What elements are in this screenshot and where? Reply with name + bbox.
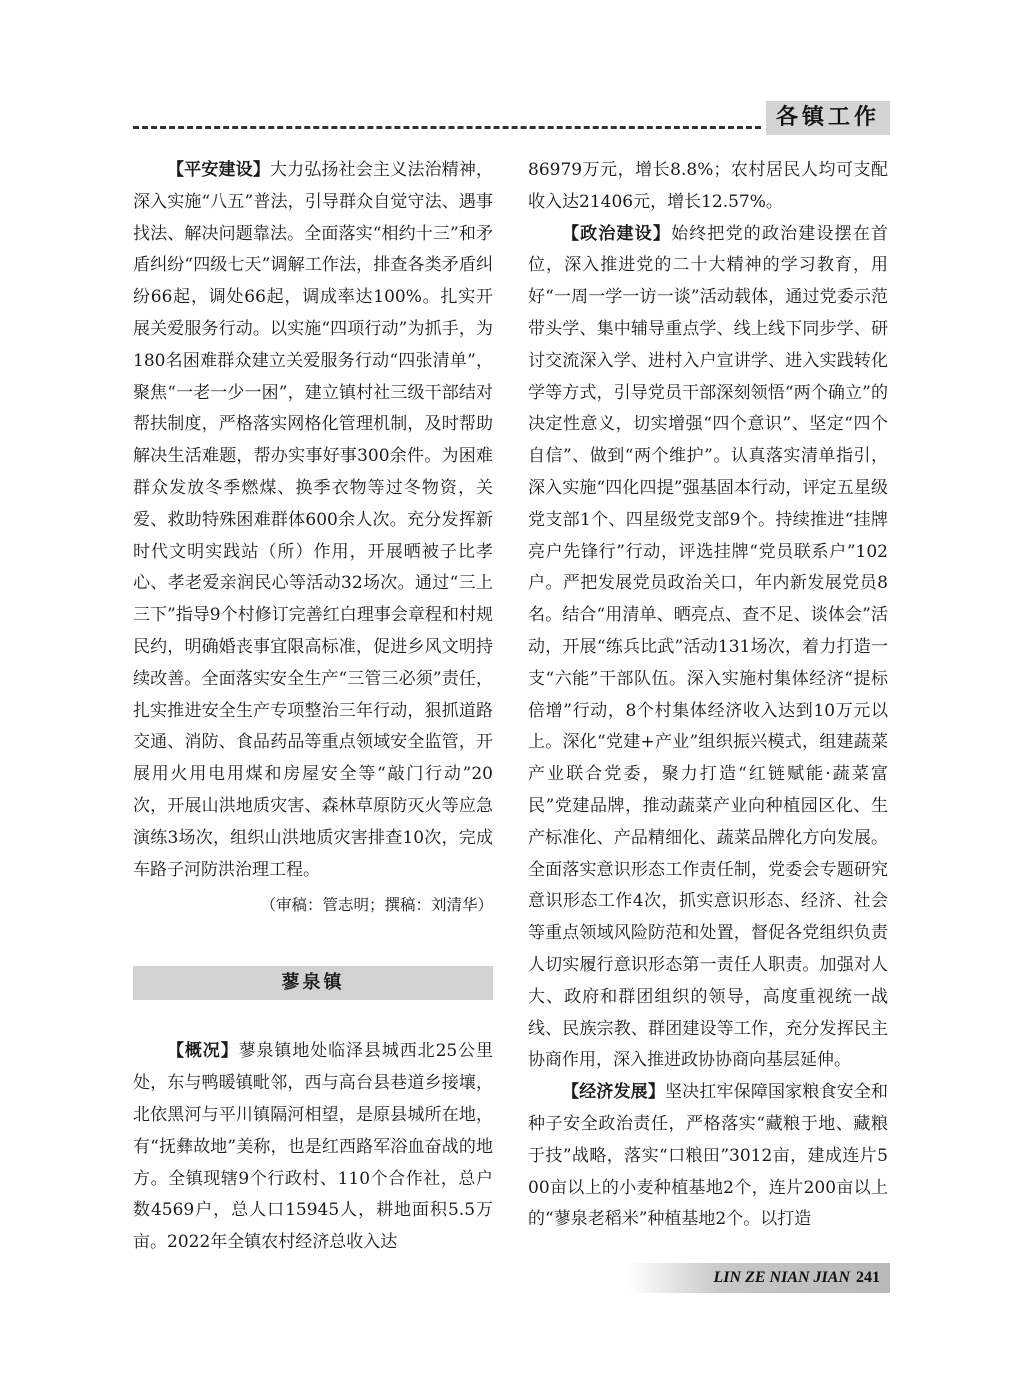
- paragraph-economic-development: [528, 1077, 888, 1236]
- left-column: [133, 155, 493, 1259]
- paragraph-body: 始终把党的政治建设摆在首位，深入推进党的二十大精神的学习教育，用好“一周一学一访一谈”活动载体，通过党委示范带头学、集中辅导重点学、线上线下同步学、研讨交流深入学、进村入户宣讲学、进入实践转化学等方式，引导党员干部深刻领悟“两个确立”的决定性意义，切实增强“四个意识”、坚定“四个自信”、做到“两个维护”。认真落实清单指引，深入实施“四化四提”强基固本行动，评定五星级党支部1个、四星级党支部9个。持续推进“挂牌亮户先锋行”行动，评选挂牌“党员联系户”102户。严把发展党员政治关口，年内新发展党员8名。结合“用清单、晒亮点、查不足、谈体会”活动，开展“练兵比武”活动131场次，着力打造一支“六能”干部队伍。深入实施村集体经济“提标倍增”行动，8个村集体经济收入达到10万元以上。深化“党建+产业”组织振兴模式，组建蔬菜产业联合党委，聚力打造“红链赋能·蔬菜富民”党建品牌，推动蔬菜产业向种植园区化、生产标准化、产品精细化、蔬菜品牌化方向发展。全面落实意识形态工作责任制，党委会专题研究意识形态工作4次，抓实意识形态、经济、社会等重点领域风险防范和处置，督促各党组织负责人切实履行意识形态第一责任人职责。加强对人大、政府和群团组织的领导，高度重视统一战线、民族宗教、群团建设等工作，充分发挥民主协商作用，深入推进政协协商向基层延伸。: [528, 223, 889, 1071]
- paragraph-safety-construction: [133, 155, 493, 886]
- paragraph-heading: 【概况】: [167, 1041, 239, 1062]
- paragraph-political-construction: [528, 219, 888, 1078]
- paragraph-overview-continued: 86979万元，增长8.8%；农村居民人均可支配收入达21406元，增长12.57%。: [528, 160, 888, 212]
- paragraph-overview: [133, 1036, 493, 1259]
- paragraph-heading: 【平安建设】: [167, 160, 270, 180]
- editor-credit: （审稿：管志明；撰稿：刘清华）: [260, 896, 493, 915]
- section-tag: 各镇工作: [766, 101, 890, 135]
- paragraph-body: 蓼泉镇地处临泽县城西北25公里处，东与鸭暖镇毗邻，西与高台县巷道乡接壤，北依黑河与平川镇隔河相望，是原县城所在地，有“抚彝故地”美称，也是红西路军浴血奋战的地方。全镇现辖9个行政村、110个合作社，总户数4569户，总人口15945人，耕地面积5.5万亩。2022年全镇农村经济总收入达: [133, 1041, 494, 1253]
- page-footer: [628, 1263, 890, 1293]
- journal-title: LIN ZE NIAN JIAN: [713, 1269, 850, 1286]
- paragraph-heading: 【政治建设】: [562, 223, 672, 244]
- town-section-title: 蓼泉镇: [133, 966, 493, 1000]
- paragraph-body: 坚决扛牢保障国家粮食安全和种子安全政治责任，严格落实“藏粮于地、藏粮于技”战略，落实“口粮田”3012亩，建成连片500亩以上的小麦种植基地2个，连片200亩以上的“蓼泉老稻米”种植基地2个。以打造: [528, 1082, 888, 1230]
- paragraph-heading: 【经济发展】: [562, 1082, 665, 1103]
- paragraph-body: 大力弘扬社会主义法治精神，深入实施“八五”普法，引导群众自觉守法、遇事找法、解决问题靠法。全面落实“相约十三”和矛盾纠纷“四级七天”调解工作法，排查各类矛盾纠纷66起，调处66起，调成率达100%。扎实开展关爱服务行动。以实施“四项行动”为抓手，为180名困难群众建立关爱服务行动“四张清单”，聚焦“一老一少一困”，建立镇村社三级干部结对帮扶制度，严格落实网格化管理机制，及时帮助解决生活难题，帮办实事好事300余件。为困难群众发放冬季燃煤、换季衣物等过冬物资，关爱、救助特殊困难群体600余人次。充分发挥新时代文明实践站（所）作用，开展晒被子比孝心、孝老爱亲润民心等活动32场次。通过“三上三下”指导9个村修订完善红白理事会章程和村规民约，明确婚丧事宜限高标准，促进乡风文明持续改善。全面落实安全生产“三管三必须”责任，扎实推进安全生产专项整治三年行动，狠抓道路交通、消防、食品药品等重点领域安全监管，开展用火用电用煤和房屋安全等“敲门行动”20次，开展山洪地质灾害、森林草原防灭火等应急演练3场次，组织山洪地质灾害排查10次，完成车路子河防洪治理工程。: [133, 160, 493, 880]
- page-number: 241: [856, 1269, 880, 1286]
- header-dashed-rule: [133, 126, 761, 129]
- right-column: [528, 155, 888, 1236]
